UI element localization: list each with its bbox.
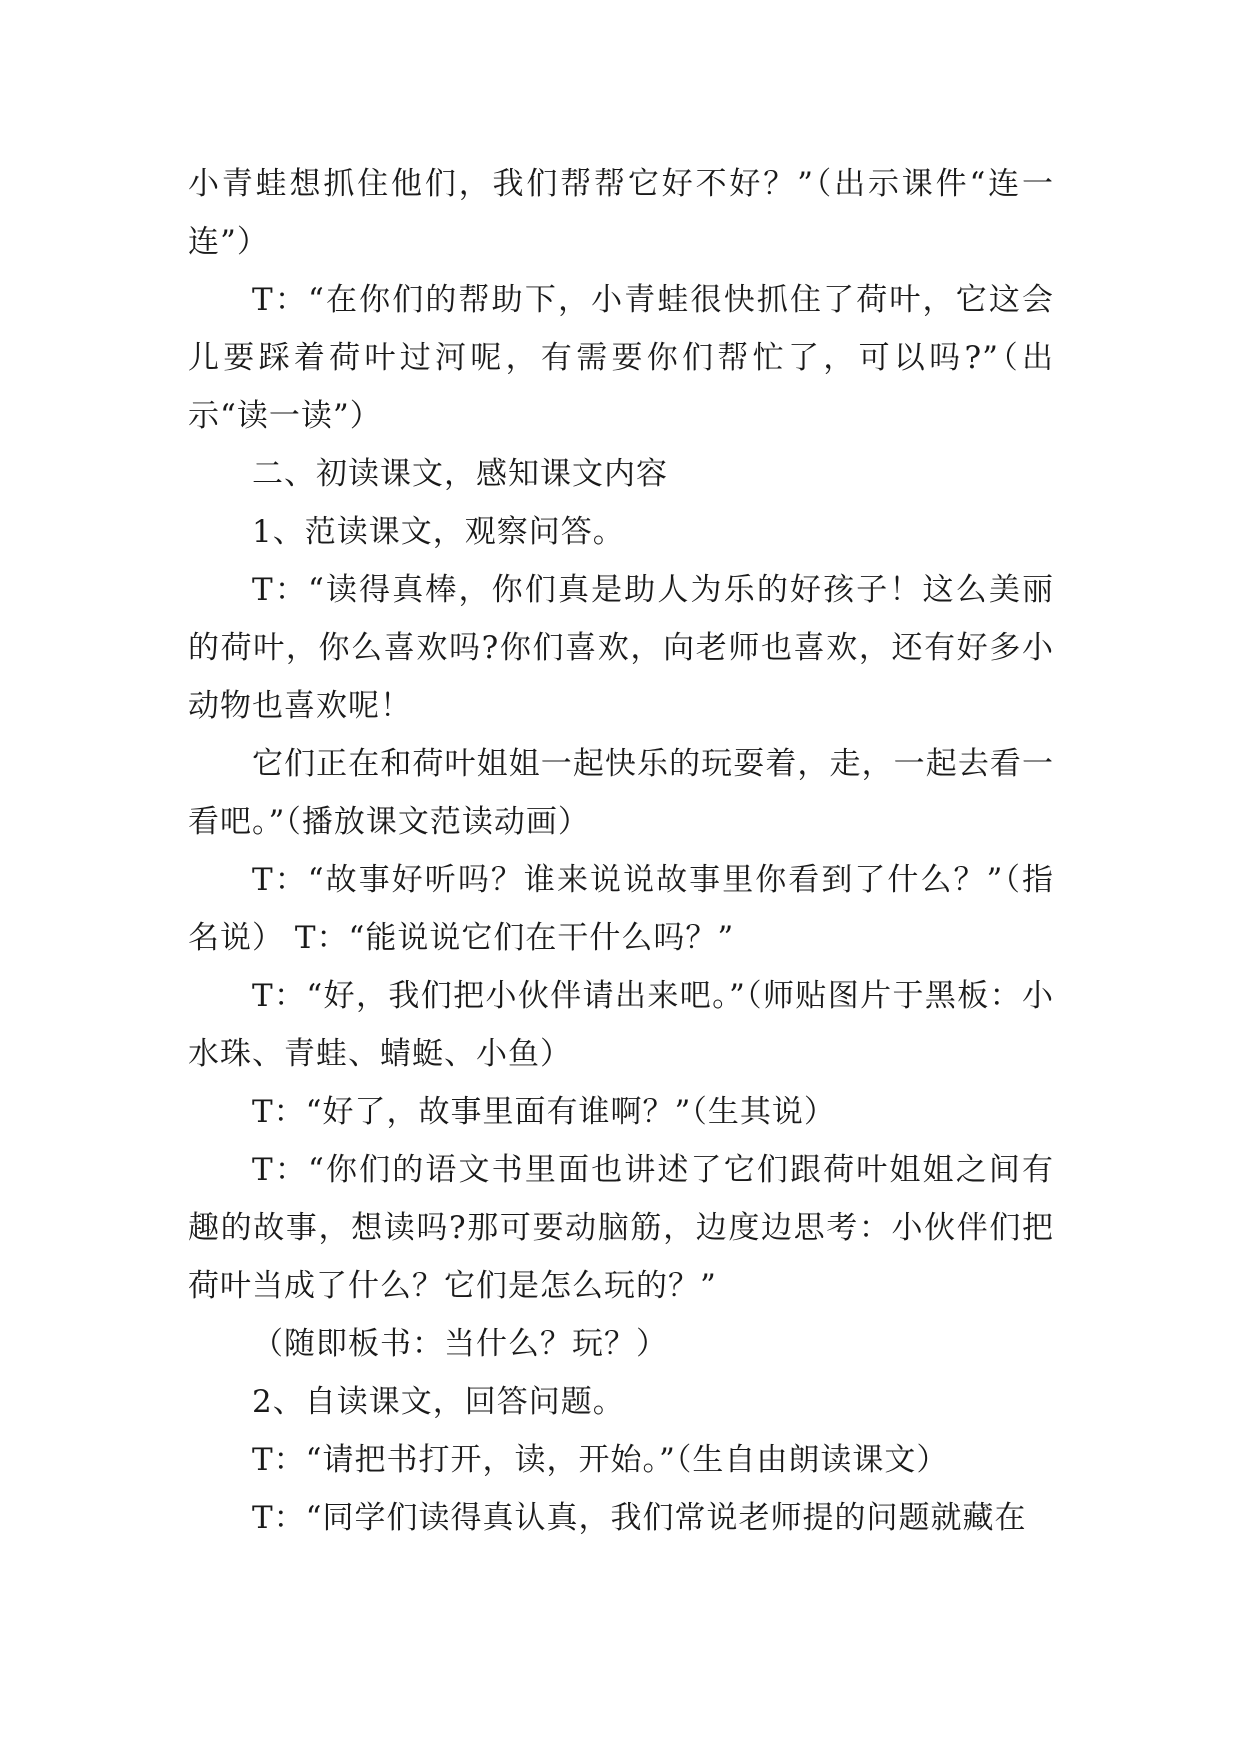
paragraph: T：“好，我们把小伙伴请出来吧。”（师贴图片于黑板：小水珠、青蛙、蜻蜓、小鱼） bbox=[188, 978, 1054, 1072]
paragraph: T：“请把书打开，读，开始。”（生自由朗读课文） bbox=[252, 1442, 949, 1478]
paragraph: 2、自读课文，回答问题。 bbox=[252, 1384, 625, 1420]
paragraph: T：“好了，故事里面有谁啊？”（生其说） bbox=[252, 1094, 836, 1130]
paragraph: T：“故事好听吗？谁来说说故事里你看到了什么？”（指名说） T：“能说说它们在干什么吗？” bbox=[188, 862, 1054, 956]
paragraph: 小青蛙想抓住他们，我们帮帮它好不好？”（出示课件“连一连”） bbox=[188, 166, 1054, 260]
paragraph: （随即板书：当什么？玩？） bbox=[252, 1326, 668, 1362]
paragraph: T：“读得真棒，你们真是助人为乐的好孩子！这么美丽的荷叶，你么喜欢吗?你们喜欢，向老师也喜欢，还有好多小动物也喜欢呢！ bbox=[188, 572, 1054, 724]
paragraph: T：“你们的语文书里面也讲述了它们跟荷叶姐姐之间有趣的故事，想读吗?那可要动脑筋，边度边思考：小伙伴们把荷叶当成了什么？它们是怎么玩的？” bbox=[188, 1152, 1054, 1304]
section-heading: 二、初读课文，感知课文内容 bbox=[252, 456, 668, 492]
document-body bbox=[188, 155, 1054, 1547]
paragraph: T：“同学们读得真认真，我们常说老师提的问题就藏在 bbox=[252, 1500, 1027, 1536]
paragraph: T：“在你们的帮助下，小青蛙很快抓住了荷叶，它这会儿要踩着荷叶过河呢，有需要你们帮忙了，可以吗?”（出示“读一读”） bbox=[188, 282, 1054, 434]
paragraph: 1、范读课文，观察问答。 bbox=[252, 514, 625, 550]
paragraph: 它们正在和荷叶姐姐一起快乐的玩耍着，走，一起去看一看吧。”（播放课文范读动画） bbox=[188, 746, 1054, 840]
